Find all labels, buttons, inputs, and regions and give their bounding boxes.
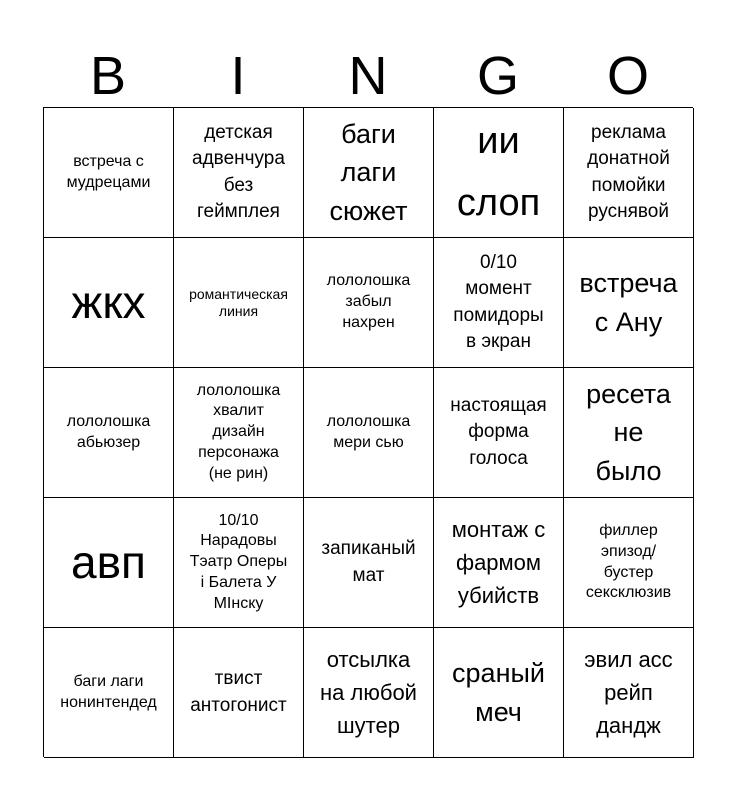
bingo-cell-r4-c5[interactable]: филлер эпизод/ бустер сексклюзив: [564, 498, 694, 628]
bingo-cell-r2-c2[interactable]: романтическая линия: [174, 238, 304, 368]
bingo-cell-r1-c2[interactable]: детская адвенчура без геймплея: [174, 108, 304, 238]
header-letter-i: I: [230, 46, 246, 106]
bingo-cell-r3-c4[interactable]: настоящая форма голоса: [434, 368, 564, 498]
bingo-cell-r5-c3[interactable]: отсылка на любой шутер: [304, 628, 434, 758]
bingo-cell-r5-c5[interactable]: эвил асс рейп дандж: [564, 628, 694, 758]
bingo-cell-r4-c3[interactable]: запиканый мат: [304, 498, 434, 628]
bingo-cell-r2-c1[interactable]: жкх: [44, 238, 174, 368]
bingo-cell-r1-c3[interactable]: баги лаги сюжет: [304, 108, 434, 238]
bingo-header: [43, 46, 693, 106]
header-letter-b: B: [89, 46, 127, 106]
bingo-cell-r3-c2[interactable]: лололошка хвалит дизайн персонажа (не рин): [174, 368, 304, 498]
bingo-cell-r2-c3[interactable]: лололошка забыл нахрен: [304, 238, 434, 368]
bingo-cell-r1-c5[interactable]: реклама донатной помойки руснявой: [564, 108, 694, 238]
bingo-cell-r5-c4[interactable]: сраный меч: [434, 628, 564, 758]
bingo-grid: [43, 107, 693, 757]
bingo-cell-r4-c1[interactable]: авп: [44, 498, 174, 628]
header-letter-n: N: [348, 46, 388, 106]
bingo-cell-r3-c5[interactable]: ресета не было: [564, 368, 694, 498]
bingo-cell-r2-c5[interactable]: встреча с Ану: [564, 238, 694, 368]
bingo-cell-r5-c1[interactable]: баги лаги нонинтендед: [44, 628, 174, 758]
bingo-cell-r3-c1[interactable]: лололошка абьюзер: [44, 368, 174, 498]
bingo-cell-r1-c4[interactable]: ии слоп: [434, 108, 564, 238]
bingo-cell-r1-c1[interactable]: встреча с мудрецами: [44, 108, 174, 238]
bingo-cell-r2-c4[interactable]: 0/10 момент помидоры в экран: [434, 238, 564, 368]
header-letter-o: O: [606, 46, 649, 106]
bingo-cell-r4-c2[interactable]: 10/10 Нарадовы Тэатр Оперы і Балета У МІнску: [174, 498, 304, 628]
bingo-cell-r4-c4[interactable]: монтаж с фармом убийств: [434, 498, 564, 628]
bingo-cell-r3-c3[interactable]: лололошка мери сью: [304, 368, 434, 498]
header-letter-g: G: [476, 46, 519, 106]
bingo-cell-r5-c2[interactable]: твист антогонист: [174, 628, 304, 758]
